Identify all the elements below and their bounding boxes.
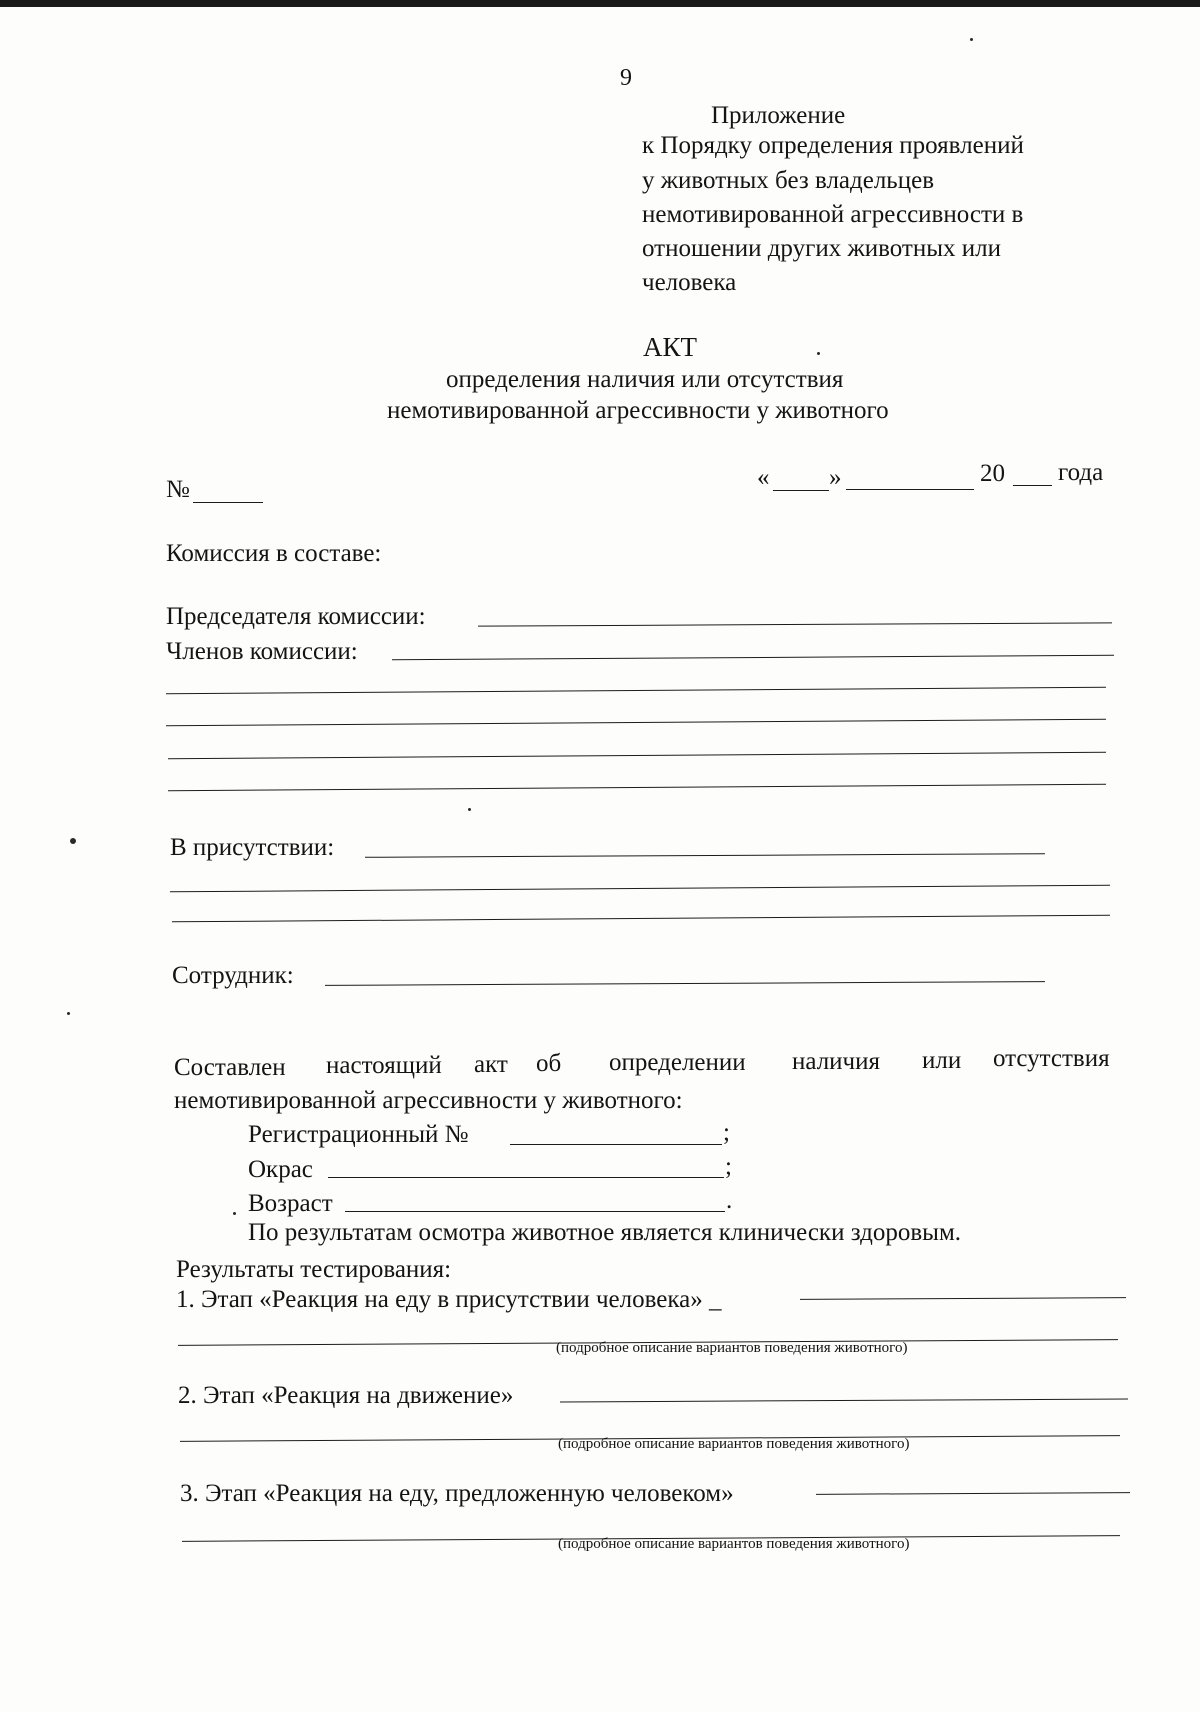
chair-field-line	[478, 622, 1112, 626]
year-suffix: года	[1058, 459, 1104, 486]
age-label: Возраст	[248, 1190, 333, 1217]
stage-2-label: 2. Этап «Реакция на движение»	[178, 1382, 514, 1409]
appendix-title: Приложение	[711, 102, 846, 129]
statement-word: определении	[609, 1049, 746, 1076]
year-prefix: 20	[980, 460, 1005, 487]
members-extra-line	[168, 784, 1106, 792]
members-label: Членов комиссии:	[166, 638, 358, 665]
act-subtitle: определения наличия или отсутствия	[446, 366, 844, 393]
members-extra-line	[168, 752, 1106, 760]
stage-2-field-line	[560, 1399, 1128, 1403]
age-period: .	[726, 1187, 733, 1214]
appendix-line: немотивированной агрессивности в	[642, 201, 1024, 228]
page-number: 9	[620, 65, 632, 91]
color-field-line	[328, 1177, 724, 1178]
presence-label: В присутствии:	[170, 834, 335, 861]
number-label: №	[166, 476, 190, 503]
chair-label: Председателя комиссии:	[166, 603, 426, 630]
reg-number-field-line	[510, 1144, 722, 1145]
scan-speck	[970, 38, 973, 41]
members-extra-line	[166, 719, 1106, 727]
act-subtitle: немотивированной агрессивности у животного	[387, 397, 889, 424]
stage-2-caption: (подробное описание вариантов поведения животного)	[558, 1436, 910, 1452]
stage-1-caption: (подробное описание вариантов поведения животного)	[556, 1340, 908, 1356]
members-extra-line	[166, 687, 1106, 695]
year-field-line	[1013, 485, 1052, 486]
appendix-line: отношении других животных или	[642, 235, 1002, 262]
statement-word: отсутствия	[993, 1045, 1110, 1072]
age-field-line	[345, 1211, 725, 1212]
number-field-line	[193, 502, 263, 503]
stage-1-label: 1. Этап «Реакция на еду в присутствии человека» _	[176, 1286, 722, 1313]
appendix-line: человека	[642, 269, 737, 296]
day-field-line	[773, 490, 829, 491]
statement-word: наличия	[792, 1048, 881, 1075]
date-open-quote: «	[757, 464, 770, 491]
scan-speck	[70, 838, 76, 844]
act-title: АКТ	[643, 332, 697, 362]
health-statement: По результатам осмотра животное является клинически здоровым.	[248, 1219, 962, 1246]
presence-extra-line	[170, 885, 1110, 893]
appendix-line: у животных без владельцев	[642, 167, 934, 194]
stage-1-field-line	[800, 1297, 1126, 1300]
employee-label: Сотрудник:	[172, 962, 294, 989]
color-semicolon: ;	[725, 1153, 732, 1180]
color-label: Окрас	[248, 1156, 313, 1183]
reg-number-label: Регистрационный №	[248, 1121, 469, 1148]
statement-word: об	[536, 1050, 562, 1077]
scan-speck	[817, 352, 820, 355]
presence-field-line	[365, 853, 1045, 858]
scan-border	[0, 0, 1200, 7]
statement-word: Составлен	[174, 1054, 286, 1081]
reg-semicolon: ;	[723, 1119, 730, 1146]
stage-3-caption: (подробное описание вариантов поведения животного)	[558, 1536, 910, 1552]
scan-speck	[468, 808, 471, 811]
scan-speck	[67, 1012, 70, 1015]
employee-field-line	[325, 981, 1045, 986]
statement-word: настоящий	[326, 1052, 442, 1079]
statement-word: акт	[474, 1051, 508, 1078]
testing-title: Результаты тестирования:	[176, 1256, 452, 1283]
month-field-line	[846, 489, 974, 490]
date-close-quote: »	[829, 464, 842, 491]
statement-line-2: немотивированной агрессивности у животного:	[174, 1087, 683, 1114]
stage-3-label: 3. Этап «Реакция на еду, предложенную человеком»	[180, 1480, 734, 1507]
commission-intro: Комиссия в составе:	[166, 540, 382, 567]
presence-extra-line	[172, 915, 1110, 923]
scan-speck	[233, 1212, 236, 1215]
stage-3-field-line	[816, 1492, 1130, 1495]
appendix-line: к Порядку определения проявлений	[642, 132, 1024, 159]
statement-word: или	[922, 1047, 962, 1074]
members-field-line	[392, 655, 1114, 660]
